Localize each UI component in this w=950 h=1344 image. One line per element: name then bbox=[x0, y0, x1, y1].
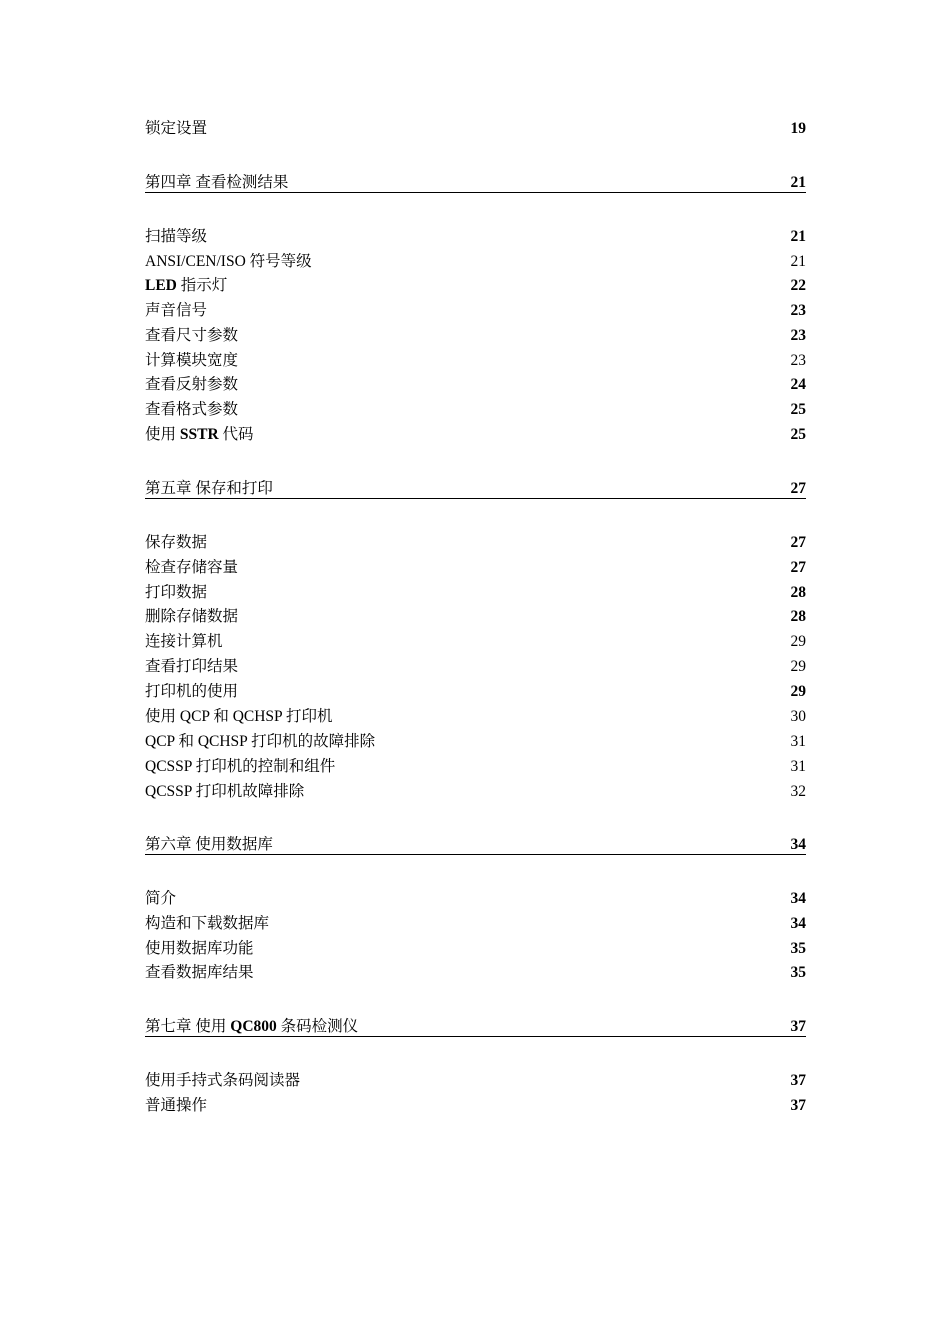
toc-entry-title bbox=[145, 607, 238, 627]
toc-page-number: 21 bbox=[790, 174, 806, 191]
toc-title-segment: 扫描等级 bbox=[145, 228, 208, 245]
toc-entry-title bbox=[145, 375, 238, 395]
toc-entry-title bbox=[145, 782, 304, 802]
toc-entry-title bbox=[145, 583, 207, 603]
toc-entry-title bbox=[145, 963, 254, 983]
toc-title-segment: 计算模块宽度 bbox=[145, 352, 239, 369]
toc-title-segment: 第六章 使用数据库 bbox=[145, 836, 273, 853]
toc-title-segment: 检查存储容量 bbox=[145, 559, 239, 576]
toc-entry bbox=[145, 630, 806, 652]
toc-page-number: 35 bbox=[790, 964, 806, 981]
toc-entry bbox=[145, 655, 806, 677]
toc-entry-title bbox=[145, 558, 238, 578]
toc-page-number: 31 bbox=[790, 758, 806, 775]
toc-title-segment: 指示灯 bbox=[176, 277, 228, 294]
toc-entry-title bbox=[145, 835, 273, 854]
toc-title-segment: QCSSP 打印机故障排除 bbox=[145, 783, 305, 800]
toc-title-segment: 声音信号 bbox=[145, 302, 208, 319]
toc-entry bbox=[145, 961, 806, 983]
toc-page-number: 23 bbox=[790, 327, 806, 344]
toc-page-number: 21 bbox=[790, 253, 806, 270]
toc-page-number: 37 bbox=[790, 1097, 806, 1114]
toc-entry-title bbox=[145, 326, 238, 346]
toc-entry bbox=[145, 887, 806, 909]
toc-page-number: 34 bbox=[790, 890, 806, 907]
toc-page-number: 37 bbox=[790, 1018, 806, 1035]
toc-entry bbox=[145, 398, 806, 420]
toc-title-segment: 保存数据 bbox=[145, 534, 208, 551]
toc-title-segment: QC800 bbox=[230, 1018, 277, 1035]
toc-entry-title bbox=[145, 425, 254, 445]
toc-entry bbox=[145, 423, 806, 445]
toc-page-number: 29 bbox=[790, 683, 806, 700]
toc-entry bbox=[145, 730, 806, 752]
toc-entry-title bbox=[145, 707, 332, 727]
toc-entry-title bbox=[145, 682, 238, 702]
toc-page-number: 21 bbox=[790, 228, 806, 245]
toc-entry-title bbox=[145, 1096, 207, 1116]
toc-entry bbox=[145, 531, 806, 553]
toc-entry bbox=[145, 250, 806, 272]
toc-entry bbox=[145, 299, 806, 321]
toc-entry bbox=[145, 1094, 806, 1116]
toc-page-number: 23 bbox=[790, 352, 806, 369]
toc-entry bbox=[145, 324, 806, 346]
toc-entry-title bbox=[145, 1071, 300, 1091]
toc-entry-title bbox=[145, 732, 375, 752]
toc-title-segment: 条码检测仪 bbox=[276, 1018, 359, 1035]
toc-entry bbox=[145, 349, 806, 371]
toc-page-number: 27 bbox=[790, 559, 806, 576]
toc-entry-title bbox=[145, 400, 238, 420]
toc-entry bbox=[145, 912, 806, 934]
toc-page-number: 34 bbox=[790, 915, 806, 932]
toc-entry-title bbox=[145, 479, 273, 498]
toc-title-segment: 符号等级 bbox=[249, 253, 312, 270]
toc-entry-title bbox=[145, 939, 254, 959]
toc-entry bbox=[145, 581, 806, 603]
toc-title-segment: SSTR bbox=[179, 426, 219, 443]
toc-entry-title bbox=[145, 657, 238, 677]
toc-page-number: 34 bbox=[790, 836, 806, 853]
toc-title-segment: ANSI/CEN/ISO bbox=[145, 253, 250, 270]
toc-entry bbox=[145, 705, 806, 727]
toc-title-segment: 查看数据库结果 bbox=[145, 964, 254, 981]
toc-entry-title bbox=[145, 757, 335, 777]
toc-title-segment: 构造和下载数据库 bbox=[145, 915, 270, 932]
toc-entry-title bbox=[145, 889, 176, 909]
toc-page-number: 25 bbox=[790, 401, 806, 418]
toc-title-segment: 查看打印结果 bbox=[145, 658, 239, 675]
toc-entry-title bbox=[145, 119, 207, 139]
toc-title-segment: 使用数据库功能 bbox=[145, 940, 254, 957]
toc-chapter-heading bbox=[145, 477, 806, 499]
toc-title-segment: 查看尺寸参数 bbox=[145, 327, 239, 344]
toc-title-segment: 查看反射参数 bbox=[145, 376, 239, 393]
toc-title-segment: 打印数据 bbox=[145, 584, 208, 601]
toc-entry bbox=[145, 755, 806, 777]
toc-page-number: 30 bbox=[790, 708, 806, 725]
toc-entry-title bbox=[145, 173, 288, 192]
toc-entry-title bbox=[145, 227, 207, 247]
toc-entry bbox=[145, 556, 806, 578]
toc-page-number: 19 bbox=[790, 120, 806, 137]
toc-page-number: 31 bbox=[790, 733, 806, 750]
toc-page-number: 23 bbox=[790, 302, 806, 319]
toc-title-segment: QCSSP 打印机的控制和组件 bbox=[145, 758, 336, 775]
toc-page-number: 25 bbox=[790, 426, 806, 443]
toc-chapter-heading bbox=[145, 171, 806, 193]
toc-title-segment: 使用 QCP 和 QCHSP 打印机 bbox=[145, 708, 333, 725]
toc-entry bbox=[145, 1069, 806, 1091]
toc-page-number: 35 bbox=[790, 940, 806, 957]
toc-title-segment: LED bbox=[145, 277, 177, 294]
toc-title-segment: 连接计算机 bbox=[145, 633, 223, 650]
toc-title-segment: 第七章 使用 bbox=[145, 1018, 231, 1035]
toc-entry-title bbox=[145, 276, 227, 296]
toc-chapter-heading bbox=[145, 833, 806, 855]
toc-title-segment: QCP 和 QCHSP 打印机的故障排除 bbox=[145, 733, 376, 750]
toc-page-number: 37 bbox=[790, 1072, 806, 1089]
toc-page-number: 24 bbox=[790, 376, 806, 393]
toc-title-segment: 普通操作 bbox=[145, 1097, 208, 1114]
toc-title-segment: 简介 bbox=[145, 890, 177, 907]
toc-title-segment: 打印机的使用 bbox=[145, 683, 239, 700]
toc-page-number: 28 bbox=[790, 608, 806, 625]
toc-page-number: 29 bbox=[790, 633, 806, 650]
toc-title-segment: 第四章 查看检测结果 bbox=[145, 174, 289, 191]
toc-entry bbox=[145, 274, 806, 296]
toc-title-segment: 使用手持式条码阅读器 bbox=[145, 1072, 301, 1089]
toc-entry bbox=[145, 373, 806, 395]
toc-title-segment: 删除存储数据 bbox=[145, 608, 239, 625]
toc-page-number: 27 bbox=[790, 534, 806, 551]
toc-entry bbox=[145, 680, 806, 702]
toc-title-segment: 锁定设置 bbox=[145, 120, 208, 137]
toc-title-segment: 使用 bbox=[145, 426, 180, 443]
toc-page-number: 28 bbox=[790, 584, 806, 601]
toc-entry-title bbox=[145, 632, 223, 652]
toc-entry bbox=[145, 117, 806, 139]
toc-entry-title bbox=[145, 252, 312, 272]
toc-entry-title bbox=[145, 914, 269, 934]
toc-entry bbox=[145, 780, 806, 802]
toc-page-number: 32 bbox=[790, 783, 806, 800]
toc-entry-title bbox=[145, 533, 207, 553]
toc-title-segment: 查看格式参数 bbox=[145, 401, 239, 418]
toc-chapter-heading bbox=[145, 1015, 806, 1037]
toc-title-segment: 第五章 保存和打印 bbox=[145, 480, 273, 497]
toc-entry bbox=[145, 225, 806, 247]
toc-entry-title bbox=[145, 1017, 358, 1036]
toc-page-number: 29 bbox=[790, 658, 806, 675]
toc-title-segment: 代码 bbox=[218, 426, 254, 443]
toc-entry-title bbox=[145, 351, 238, 371]
toc-entry-title bbox=[145, 301, 207, 321]
toc-page-number: 22 bbox=[790, 277, 806, 294]
toc-entry bbox=[145, 937, 806, 959]
toc-page-number: 27 bbox=[790, 480, 806, 497]
toc-entry bbox=[145, 605, 806, 627]
